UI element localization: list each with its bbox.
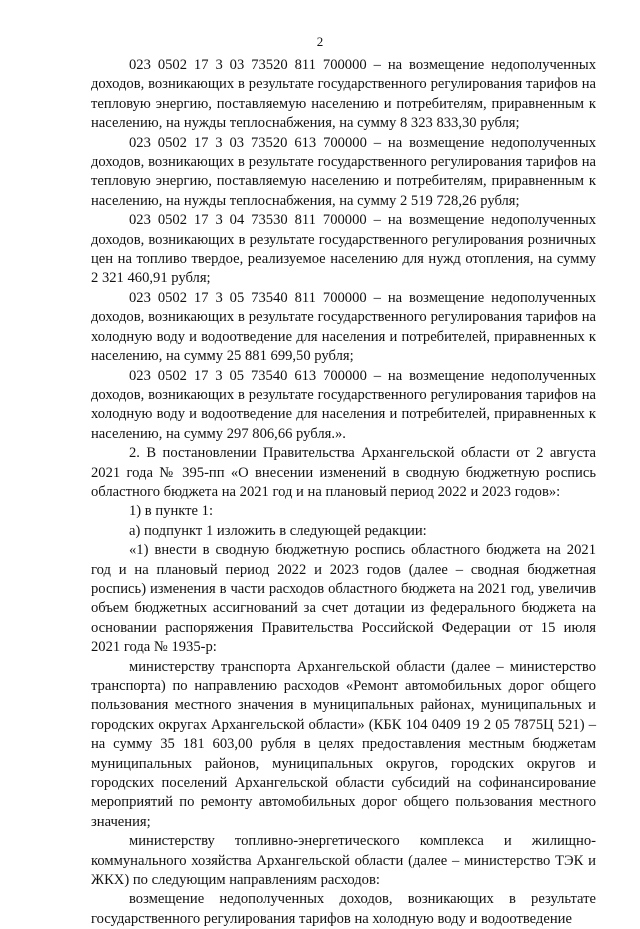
paragraph-compensation: возмещение недополученных доходов, возникающих в результате государственного регулирования тарифов на холодную воду и водоотведение xyxy=(91,891,596,927)
paragraph-budget-line-3: 023 0502 17 3 04 73530 811 700000 – на возмещение недополученных доходов, возникающих в результате государственного регулирования розничных цен на топливо твердое, реализуемое населению для нужд отопления, на сумму 2 321 460,91 рубля; xyxy=(91,212,596,287)
paragraph-budget-line-2: 023 0502 17 3 03 73520 613 700000 – на возмещение недополученных доходов, возникающих в результате государственного регулирования тарифов на тепловую энергию, поставляемую населению и потребителям, приравненным к населению, на нужды теплоснабжения, на сумму 2 519 728,26 рубля; xyxy=(91,134,596,209)
paragraph-subitem-a: а) подпункт 1 изложить в следующей редакции: xyxy=(129,522,427,539)
paragraph-ministry-transport: министерству транспорта Архангельской области (далее – министерство транспорта) по направлению расходов «Ремонт автомобильных дорог общего пользования местного значения в муниципальных районах, муниципальных и городских округах Архангельской области» (КБК 104 0409 19 2 05 7875Ц 521) – на сумму 35 181 603,00 рубля в целях предоставления местным бюджетам муниципальных районов, муниципальных округов, городских округов и городских поселений Архангельской области субсидий на софинансирование мероприятий по ремонту автомобильных дорог общего пользования местного значения; xyxy=(91,658,596,830)
document-body xyxy=(91,56,596,929)
paragraph-budget-line-4: 023 0502 17 3 05 73540 811 700000 – на возмещение недополученных доходов, возникающих в результате государственного регулирования тарифов на холодную воду и водоотведение для населения и потребителей, приравненных к населению, на сумму 25 881 699,50 рубля; xyxy=(91,289,596,365)
paragraph-ministry-tek: министерству топливно-энергетического комплекса и жилищно-коммунального хозяйства Архангельской области (далее – министерство ТЭК и ЖКХ) по следующим направлениям расходов: xyxy=(91,833,596,889)
page-number: 2 xyxy=(316,34,324,49)
paragraph-item-2: 2. В постановлении Правительства Архангельской области от 2 августа 2021 года № 395-пп «О внесении изменений в сводную бюджетную роспись областного бюджета на 2021 год и на плановый период 2022 и 2023 годов»: xyxy=(91,445,596,500)
paragraph-subitem-1: 1) в пункте 1: xyxy=(129,503,214,520)
paragraph-budget-line-1: 023 0502 17 3 03 73520 811 700000 – на возмещение недополученных доходов, возникающих в результате государственного регулирования тарифов на тепловую энергию, поставляемую населению и потребителям, приравненным к населению, на нужды теплоснабжения, на сумму 8 323 833,30 рубля; xyxy=(91,57,596,132)
paragraph-budget-line-5: 023 0502 17 3 05 73540 613 700000 – на возмещение недополученных доходов, возникающих в результате государственного регулирования тарифов на холодную воду и водоотведение для населения и потребителей, приравненных к населению, на сумму 297 806,66 рубля.». xyxy=(91,367,596,442)
paragraph-new-wording: «1) внести в сводную бюджетную роспись областного бюджета на 2021 год и на плановый период 2022 и 2023 годов (далее – сводная бюджетная роспись) изменения в части расходов областного бюджета на 2021 год, увеличив объем бюджетных ассигнований за счет дотации из федерального бюджета на основании распоряжения Правительства Российской Федерации от 15 июля 2021 года № 1935-р: xyxy=(91,542,596,656)
